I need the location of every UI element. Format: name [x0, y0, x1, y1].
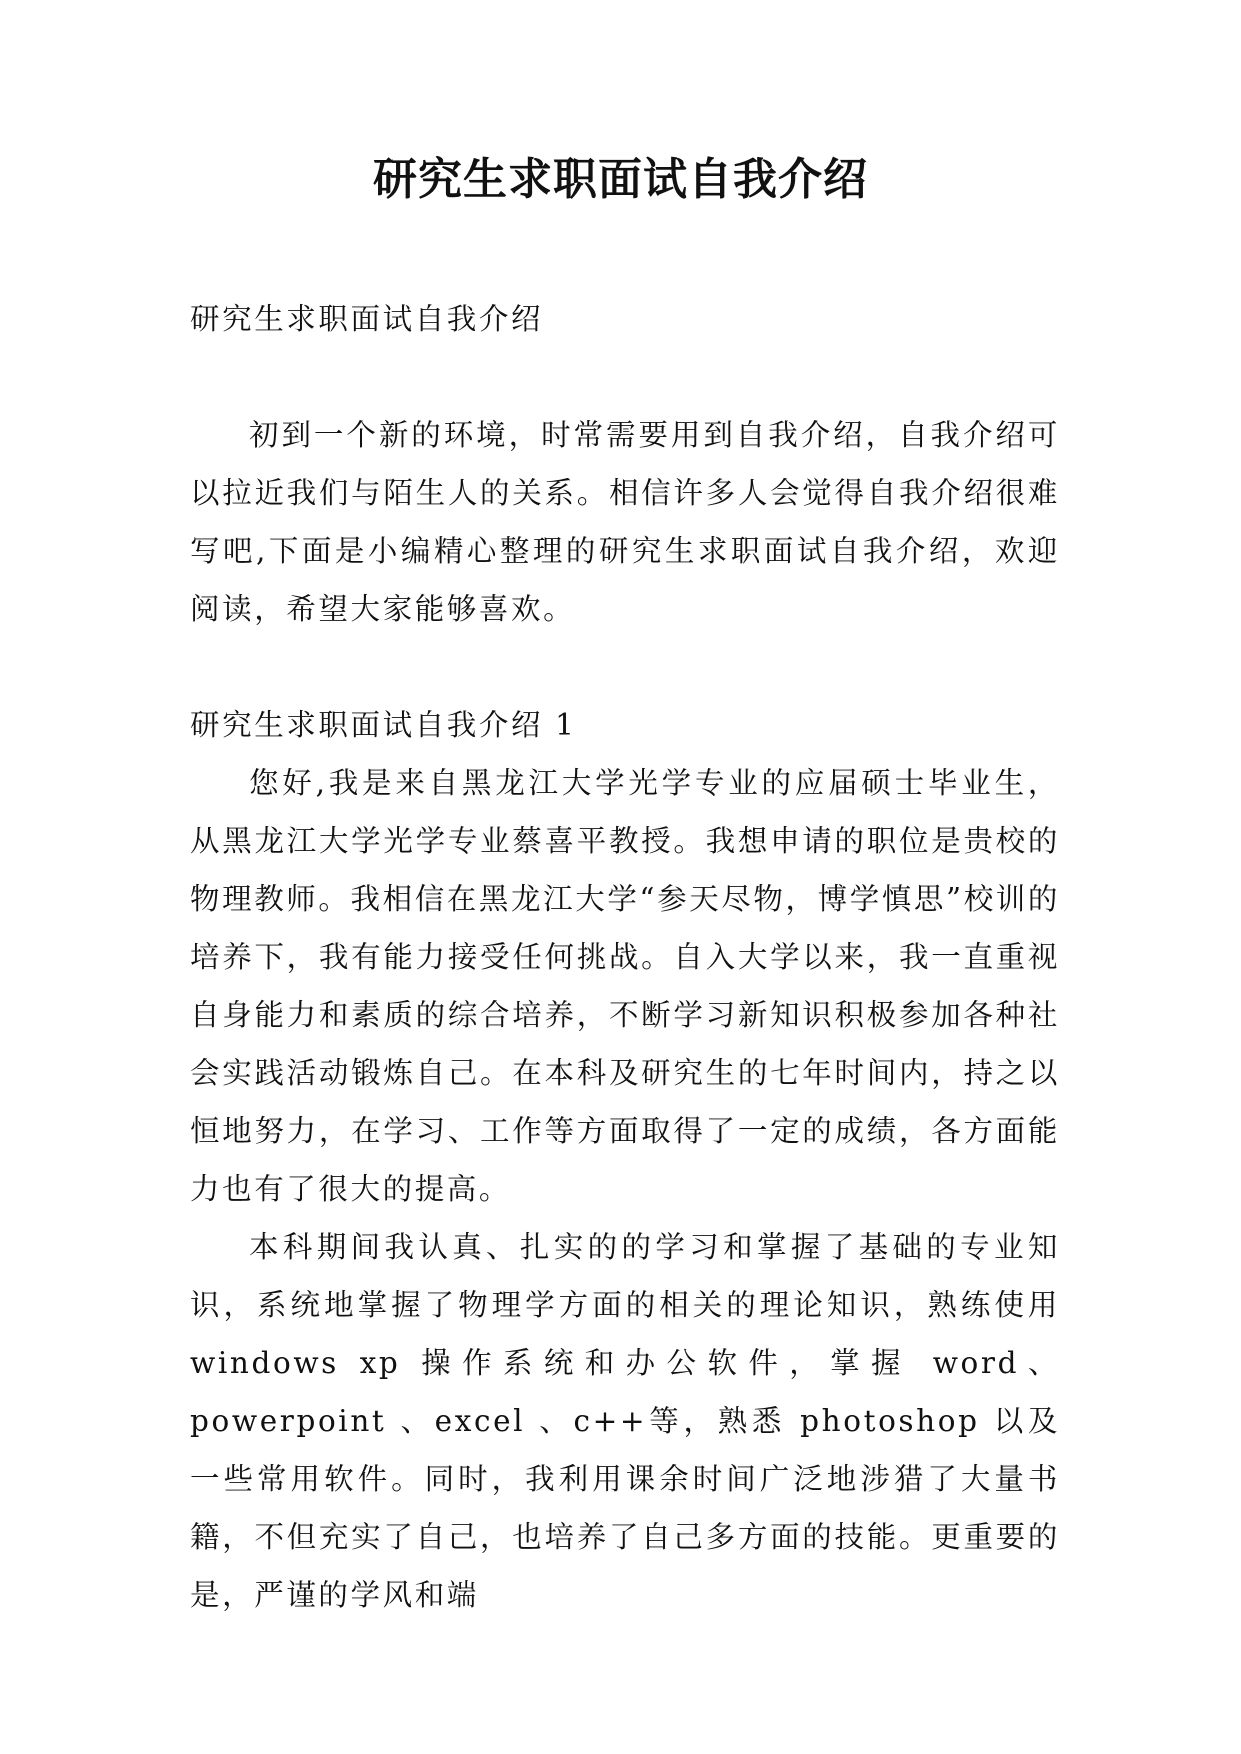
section-paragraph-1: 您好,我是来自黑龙江大学光学专业的应届硕士毕业生，从黑龙江大学光学专业蔡喜平教授。我想申请的职位是贵校的物理教师。我相信在黑龙江大学“参天尽物，博学慎思”校训的培养下，我有能力接受任何挑战。自入大学以来，我一直重视自身能力和素质的综合培养，不断学习新知识积极参加各种社会实践活动锻炼自己。在本科及研究生的七年时间内，持之以恒地努力，在学习、工作等方面取得了一定的成绩，各方面能力也有了很大的提高。	[190, 766, 1060, 1206]
intro-paragraph: 初到一个新的环境，时常需要用到自我介绍，自我介绍可以拉近我们与陌生人的关系。相信许多人会觉得自我介绍很难写吧,下面是小编精心整理的研究生求职面试自我介绍，欢迎阅读，希望大家能够喜欢。	[190, 418, 1060, 626]
section-heading: 研究生求职面试自我介绍 1	[190, 708, 577, 742]
document-subtitle: 研究生求职面试自我介绍	[190, 302, 544, 336]
document-body	[190, 290, 1060, 1624]
section-paragraph-2: 本科期间我认真、扎实的的学习和掌握了基础的专业知识，系统地掌握了物理学方面的相关的理论知识，熟练使用 windows xp 操作系统和办公软件，掌握 word、powerpoint 、excel 、c++等，熟悉 photoshop 以及一些常用软件。同时，我利用课余时间广泛地涉猎了大量书籍，不但充实了自己，也培养了自己多方面的技能。更重要的是，严谨的学风和端	[190, 1230, 1060, 1612]
document-title: 研究生求职面试自我介绍	[373, 154, 868, 205]
